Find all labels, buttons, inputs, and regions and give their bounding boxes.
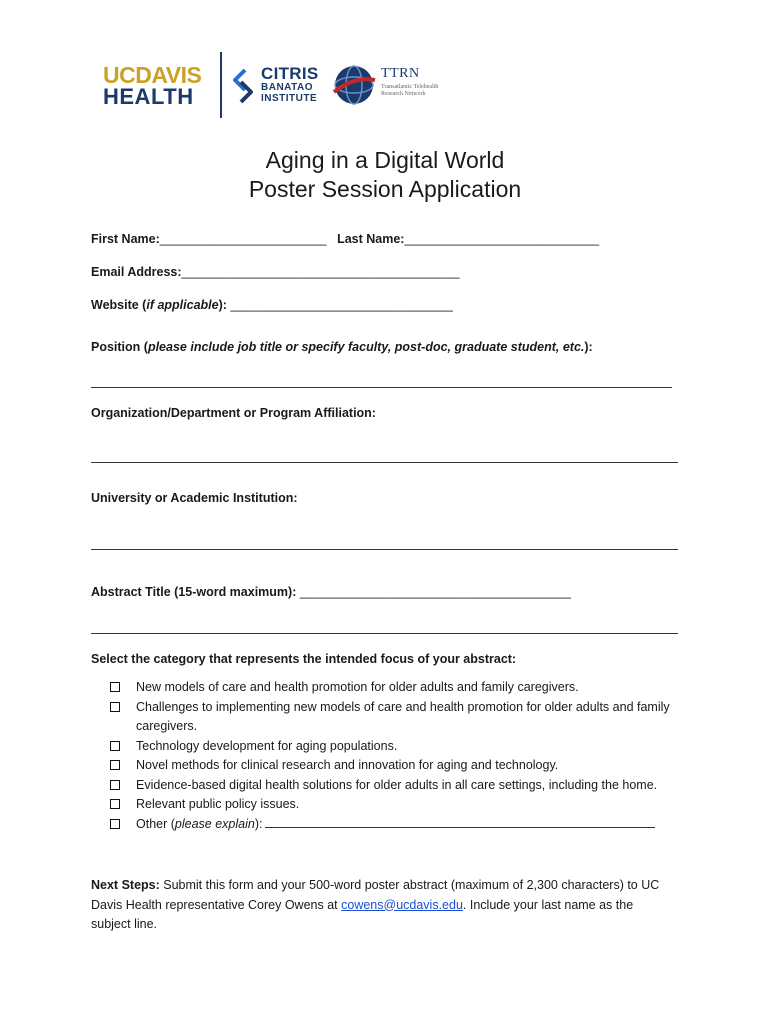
category-label-3: Technology development for aging populations. xyxy=(136,738,398,753)
organization-row xyxy=(91,406,376,420)
university-row xyxy=(91,491,298,505)
first-name-label: First Name: xyxy=(91,232,160,246)
next-steps-text: Submit this form and your 500-word poster abstract (maximum of 2,300 characters) to UC Davis Health representative Corey Owens at xyxy=(91,878,660,912)
website-label-italic: if applicable xyxy=(146,298,219,312)
other-label-italic: please explain xyxy=(174,816,255,831)
category-label-6: Relevant public policy issues. xyxy=(136,797,300,811)
citris-logo-line1: CITRIS xyxy=(261,64,319,83)
ucdavis-logo-health: HEALTH xyxy=(103,84,194,109)
title-line-1: Aging in a Digital World xyxy=(265,147,505,173)
abstract-title-label: Abstract Title (15-word maximum): xyxy=(91,585,297,599)
abstract-title-row xyxy=(91,585,571,599)
website-label-end: ): xyxy=(218,298,227,312)
email-row xyxy=(91,265,460,279)
position-label: Position ( xyxy=(91,340,148,354)
university-label: University or Academic Institution: xyxy=(91,491,298,505)
title-line-2: Poster Session Application xyxy=(248,176,522,202)
university-field[interactable] xyxy=(91,549,678,550)
ucdavis-logo-uc: UC xyxy=(103,62,136,88)
position-row xyxy=(91,340,593,354)
header-logos xyxy=(103,52,463,118)
category-item xyxy=(110,678,685,698)
last-name-field[interactable]: ____________________________ xyxy=(404,232,600,246)
category-item xyxy=(110,795,685,815)
contact-email-link[interactable]: cowens@ucdavis.edu xyxy=(341,897,463,912)
category-label-4: Novel methods for clinical research and innovation for aging and technology. xyxy=(136,758,559,772)
abstract-title-field-line-2[interactable] xyxy=(91,633,678,634)
first-name-field[interactable]: ________________________ xyxy=(159,232,327,246)
category-label-2: Challenges to implementing new models of care and health promotion for older adults and family caregivers. xyxy=(136,699,670,733)
website-field[interactable]: ________________________________ xyxy=(230,298,453,312)
category-item xyxy=(110,776,685,796)
last-name-label: Last Name: xyxy=(337,232,405,246)
position-label-end: ): xyxy=(584,340,593,354)
citris-logo-line2: BANATAO xyxy=(261,82,314,93)
globe-icon xyxy=(331,62,377,108)
other-label-end: ): xyxy=(254,816,263,831)
ucdavis-health-logo xyxy=(103,64,208,108)
email-label: Email Address: xyxy=(91,265,182,279)
category-item xyxy=(110,737,685,757)
name-row xyxy=(91,232,599,246)
category-checkbox-5[interactable] xyxy=(110,780,120,790)
citris-logo xyxy=(231,66,331,106)
citris-mark-icon xyxy=(231,68,257,104)
other-explain-field[interactable] xyxy=(265,815,655,828)
email-field[interactable]: ________________________________________ xyxy=(181,265,460,279)
category-checkbox-4[interactable] xyxy=(110,760,120,770)
next-steps-label: Next Steps: xyxy=(91,878,160,892)
next-steps-text-end: . Include your last name as the subject line. xyxy=(91,897,634,931)
category-item-other xyxy=(110,815,685,835)
category-checkbox-other[interactable] xyxy=(110,819,120,829)
category-checkbox-1[interactable] xyxy=(110,682,120,692)
ttrn-logo-subtitle: Transatlantic Telehealth Research Network xyxy=(381,84,439,97)
category-label-5: Evidence-based digital health solutions for older adults in all care settings, including the home. xyxy=(136,777,658,792)
logo-divider xyxy=(220,52,222,118)
abstract-title-field[interactable]: _______________________________________ xyxy=(299,585,571,599)
document-title xyxy=(0,146,770,204)
ucdavis-logo-davis: DAVIS xyxy=(135,62,202,88)
categories-heading: Select the category that represents the intended focus of your abstract: xyxy=(91,652,517,666)
position-label-italic: please include job title or specify faculty, post-doc, graduate student, etc. xyxy=(147,340,585,354)
category-label-1: New models of care and health promotion for older adults and family caregivers. xyxy=(136,680,579,694)
organization-label: Organization/Department or Program Affiliation: xyxy=(91,406,376,420)
ttrn-logo-name: TTRN xyxy=(381,66,420,81)
organization-field[interactable] xyxy=(91,462,678,463)
category-item xyxy=(110,756,685,776)
category-checkbox-3[interactable] xyxy=(110,741,120,751)
category-checkbox-6[interactable] xyxy=(110,799,120,809)
website-row xyxy=(91,298,453,312)
position-field[interactable] xyxy=(91,387,672,388)
category-item xyxy=(110,698,685,737)
category-list xyxy=(110,678,685,834)
next-steps xyxy=(91,876,671,935)
ttrn-logo xyxy=(331,60,451,110)
citris-logo-line3: INSTITUTE xyxy=(261,93,318,104)
other-label: Other ( xyxy=(136,816,175,831)
category-checkbox-2[interactable] xyxy=(110,702,120,712)
website-label: Website ( xyxy=(91,298,147,312)
